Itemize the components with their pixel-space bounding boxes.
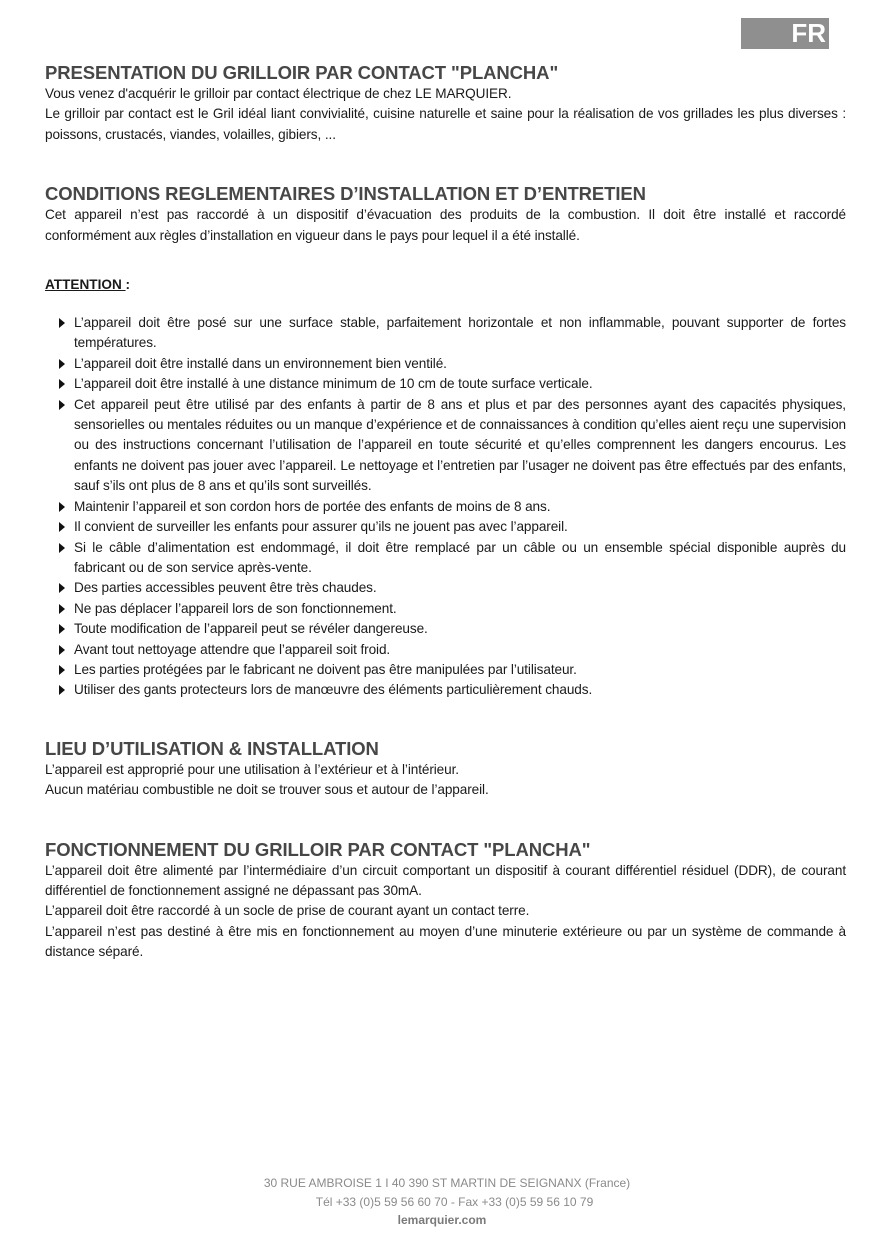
section-lieu-utilisation <box>45 738 846 801</box>
caret-right-icon <box>59 543 65 553</box>
paragraph: Le grilloir par contact est le Gril idéal liant convivialité, cuisine naturelle et saine pour la réalisation de vos grillades les plus diverses : poissons, crustacés, viandes, volailles, gibiers, ... <box>45 106 846 142</box>
list-item <box>74 578 846 598</box>
attention-colon: : <box>125 277 131 293</box>
page-footer <box>0 1174 874 1230</box>
list-item-text: Avant tout nettoyage attendre que l’appareil soit froid. <box>74 641 391 657</box>
list-item <box>74 313 846 354</box>
section-presentation <box>45 62 846 145</box>
list-item <box>74 680 846 700</box>
caret-right-icon <box>59 379 65 389</box>
paragraph: Aucun matériau combustible ne doit se trouver sous et autour de l’appareil. <box>45 782 489 798</box>
paragraph: L’appareil n’est pas destiné à être mis en fonctionnement au moyen d’une minuterie extérieure ou par un système de commande à distance séparé. <box>45 923 846 960</box>
list-item <box>74 374 846 394</box>
paragraph: Vous venez d'acquérir le grilloir par contact électrique de chez LE MARQUIER. <box>45 86 512 101</box>
footer-address: 30 RUE AMBROISE 1 I 40 390 ST MARTIN DE SEIGNANX (France) <box>263 1176 631 1190</box>
list-item-text: Des parties accessibles peuvent être très chaudes. <box>74 580 377 596</box>
list-item <box>74 497 846 517</box>
section-title: PRESENTATION DU GRILLOIR PAR CONTACT "PLANCHA" <box>45 62 559 83</box>
section-title: CONDITIONS REGLEMENTAIRES D’INSTALLATION ET D’ENTRETIEN <box>45 183 646 205</box>
list-item-text: Cet appareil peut être utilisé par des enfants à partir de 8 ans et plus et par des personnes ayant des capacités physiques, sensorielles ou mentales réduites ou un manque d’expérience et de connaissances à condition qu’elles aient reçu une supervision ou des instructions concernant l’utilisation de l’appareil en toute sécurité et qu’elles comprennent les dangers encourus. Les enfants ne doivent pas jouer avec l’appareil. Le nettoyage et l’entretien par l’usager ne doivent pas être effectués par des enfants, sauf s’ils ont plus de 8 ans et qu’ils sont surveillés. <box>74 396 846 494</box>
section-fonctionnement <box>45 839 846 963</box>
list-item-text: Utiliser des gants protecteurs lors de manœuvre des éléments particulièrement chauds. <box>74 682 593 698</box>
list-item-text: Il convient de surveiller les enfants pour assurer qu’ils ne jouent pas avec l’appareil. <box>74 519 568 535</box>
list-item <box>74 640 846 660</box>
paragraph: Cet appareil n’est pas raccordé à un dispositif d’évacuation des produits de la combustion. Il doit être installé et raccordé conformément aux règles d’installation en vigueur dans le pays pour lequel il a été installé. <box>45 207 846 243</box>
section-title: FONCTIONNEMENT DU GRILLOIR PAR CONTACT "PLANCHA" <box>45 838 591 860</box>
list-item <box>74 354 846 374</box>
caret-right-icon <box>59 604 65 614</box>
list-item-text: Si le câble d’alimentation est endommagé, il doit être remplacé par un câble ou un ensemble spécial disponible auprès du fabricant ou de son service après-vente. <box>74 539 846 575</box>
caret-right-icon <box>59 359 65 369</box>
list-item-text: L’appareil doit être installé à une distance minimum de 10 cm de toute surface verticale. <box>74 376 593 392</box>
list-item-text: Toute modification de l’appareil peut se révéler dangereuse. <box>74 621 428 637</box>
caret-right-icon <box>59 502 65 512</box>
attention-text: ATTENTION <box>45 277 126 293</box>
caret-right-icon <box>59 624 65 634</box>
attention-label <box>45 275 846 295</box>
document-body <box>45 62 846 963</box>
list-item-text: Les parties protégées par le fabricant ne doivent pas être manipulées par l’utilisateur. <box>74 661 577 677</box>
caret-right-icon <box>59 583 65 593</box>
footer-website[interactable]: lemarquier.com <box>397 1213 487 1227</box>
paragraph: L’appareil est approprié pour une utilisation à l’extérieur et à l’intérieur. <box>45 761 459 777</box>
caret-right-icon <box>59 645 65 655</box>
caret-right-icon <box>59 522 65 532</box>
caret-right-icon <box>59 400 65 410</box>
list-item-text: L’appareil doit être installé dans un environnement bien ventilé. <box>74 355 447 371</box>
section-title: LIEU D’UTILISATION & INSTALLATION <box>45 737 379 759</box>
caret-right-icon <box>59 665 65 675</box>
list-item <box>74 538 846 579</box>
list-item-text: Ne pas déplacer l’appareil lors de son fonctionnement. <box>74 600 397 616</box>
language-badge: FR <box>741 18 829 49</box>
footer-phone: Tél +33 (0)5 59 56 60 70 - Fax +33 (0)5 59 56 10 79 <box>315 1194 594 1209</box>
paragraph: L’appareil doit être raccordé à un socle de prise de courant ayant un contact terre. <box>45 903 530 919</box>
list-item <box>74 395 846 497</box>
caret-right-icon <box>59 318 65 328</box>
list-item <box>74 619 846 639</box>
list-item <box>74 517 846 537</box>
section-conditions <box>45 183 846 701</box>
list-item <box>74 660 846 680</box>
list-item-text: Maintenir l’appareil et son cordon hors de portée des enfants de moins de 8 ans. <box>74 498 551 514</box>
attention-list <box>45 313 846 701</box>
list-item-text: L’appareil doit être posé sur une surface stable, parfaitement horizontale et non inflammable, pouvant supporter de fortes températures. <box>74 315 846 351</box>
list-item <box>74 599 846 619</box>
paragraph: L’appareil doit être alimenté par l’intermédiaire d’un circuit comportant un dispositif à courant différentiel résiduel (DDR), de courant différentiel de fonctionnement assigné ne dépassant pas 30mA. <box>45 862 846 898</box>
caret-right-icon <box>59 685 65 695</box>
